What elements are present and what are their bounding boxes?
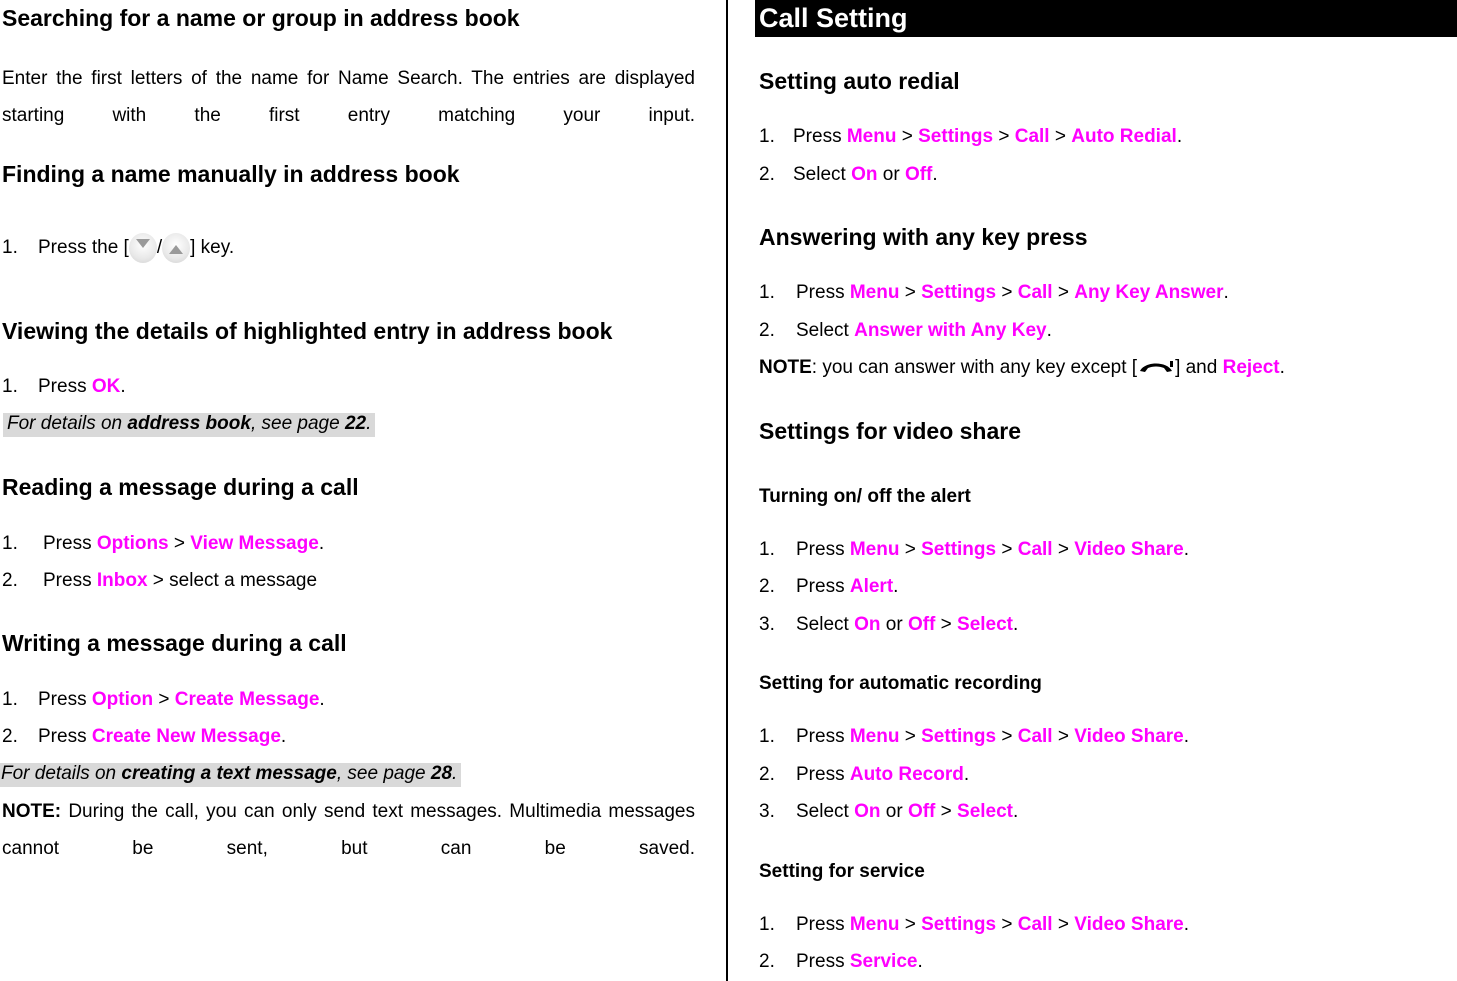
redial-heading: Setting auto redial bbox=[759, 68, 960, 94]
recording-heading: Setting for automatic recording bbox=[759, 673, 1042, 694]
alert-step-2: 2. Press Alert. bbox=[759, 576, 899, 597]
reading-step-1: 1. Press Options > View Message. bbox=[2, 533, 325, 554]
alert-heading: Turning on/ off the alert bbox=[759, 486, 971, 507]
writing-step-1: 1. Press Option > Create Message. bbox=[2, 689, 325, 710]
alert-step-3: 3. Select On or Off > Select. bbox=[759, 614, 1019, 635]
answer-note: NOTE: you can answer with any key except [ ] and Reject. bbox=[759, 357, 1285, 378]
recording-step-1: 1. Press Menu > Settings > Call > Video Share. bbox=[759, 726, 1190, 747]
answer-step-1: 1. Press Menu > Settings > Call > Any Key Answer. bbox=[759, 282, 1229, 303]
answer-step-2: 2. Select Answer with Any Key. bbox=[759, 320, 1052, 341]
writing-heading: Writing a message during a call bbox=[2, 630, 347, 656]
finding-heading: Finding a name manually in address book bbox=[2, 161, 460, 187]
reading-step-2: 2. Press Inbox > select a message bbox=[2, 570, 318, 591]
video-share-heading: Settings for video share bbox=[759, 418, 1022, 444]
redial-step-1: 1. Press Menu > Settings > Call > Auto Redial. bbox=[759, 126, 1183, 147]
answer-heading: Answering with any key press bbox=[759, 224, 1088, 250]
up-key-icon bbox=[162, 233, 190, 263]
alert-step-1: 1. Press Menu > Settings > Call > Video Share. bbox=[759, 539, 1190, 560]
call-setting-banner: Call Setting bbox=[755, 0, 1457, 37]
redial-step-2: 2. Select On or Off. bbox=[759, 164, 938, 185]
viewing-heading: Viewing the details of highlighted entry in address book bbox=[2, 318, 613, 344]
service-step-2: 2. Press Service. bbox=[759, 951, 923, 972]
recording-step-3: 3. Select On or Off > Select. bbox=[759, 801, 1019, 822]
viewing-step: 1. Press OK. bbox=[2, 376, 126, 397]
ok-key: OK bbox=[91, 376, 121, 397]
service-heading: Setting for service bbox=[759, 861, 925, 882]
end-call-key-icon bbox=[1137, 359, 1175, 377]
service-step-1: 1. Press Menu > Settings > Call > Video Share. bbox=[759, 914, 1190, 935]
address-book-reference: For details on address book, see page 22. bbox=[3, 413, 375, 437]
down-key-icon bbox=[129, 233, 157, 263]
text-message-reference: For details on creating a text message, see page 28. bbox=[0, 763, 461, 787]
recording-step-2: 2. Press Auto Record. bbox=[759, 764, 970, 785]
search-heading: Searching for a name or group in address book bbox=[2, 5, 520, 31]
search-paragraph: Enter the first letters of the name for Name Search. The entries are displayed starting with the first entry matching your input. bbox=[2, 68, 695, 126]
reading-heading: Reading a message during a call bbox=[2, 474, 359, 500]
column-divider bbox=[726, 0, 728, 981]
writing-step-2: 2. Press Create New Message. bbox=[2, 726, 287, 747]
call-note: NOTE: During the call, you can only send text messages. Multimedia messages cannot be sent, but can be saved. bbox=[2, 801, 695, 859]
finding-step: 1. Press the [ / ] key. bbox=[2, 230, 234, 266]
